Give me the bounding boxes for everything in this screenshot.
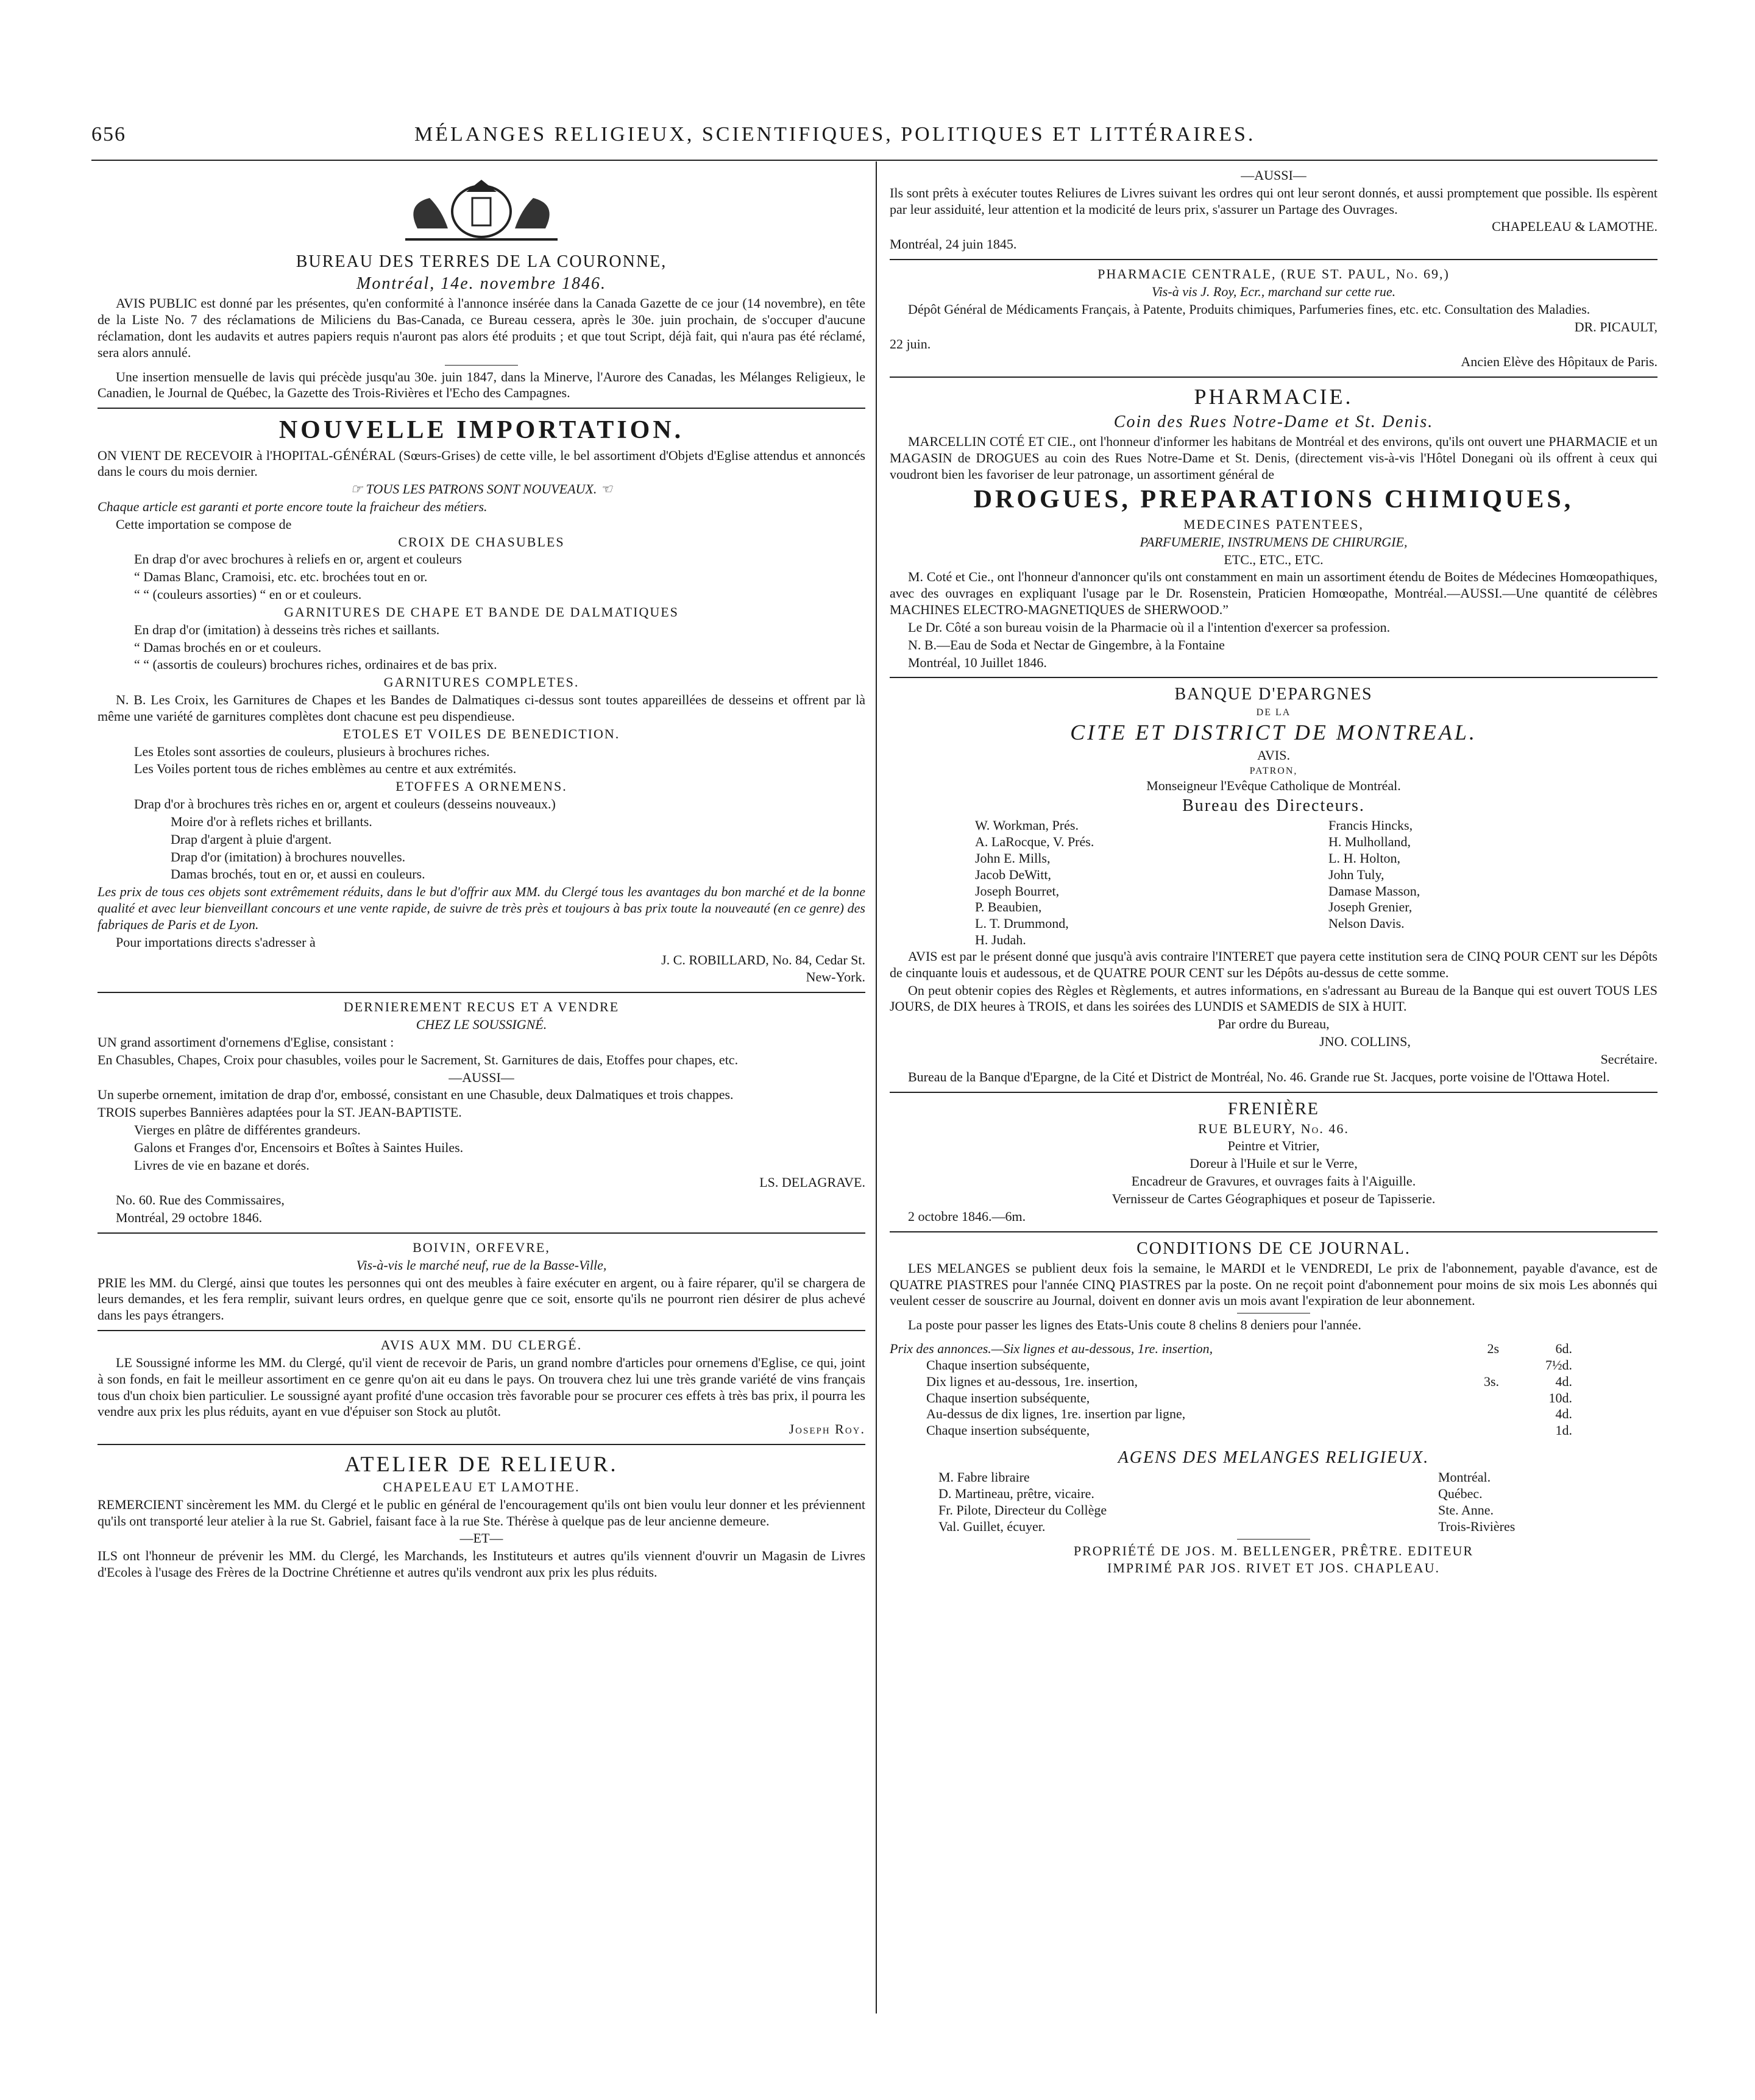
pharmacie-centrale-signature: DR. PICAULT,: [1574, 319, 1658, 334]
director: W. Workman, Prés.: [975, 818, 1079, 833]
divider: [445, 365, 518, 366]
import-prices: Les prix de tous ces objets sont extrêmement réduits, dans le but d'offrir aux MM. du Clergé tous les avantages du bon marché et de la bonne qualité et avec leur bienveillant concours et une vente rapide, de suivre de très près et toujours à bas prix toute la nouveauté (en ce genre) des fabriques de Paris et de Lyon.: [98, 884, 865, 932]
clerge-signature: Joseph Roy.: [789, 1421, 865, 1437]
freniere-line: Doreur à l'Huile et sur le Verre,: [1190, 1156, 1358, 1172]
pharmacie-p2: M. Coté et Cie., ont l'honneur d'annoncer qu'ils ont constamment en main un assortiment étendu de Boites de Médecines Homœopathiques, avec des ouvrages en expliquant l'usage par le Dr. Rosenstein, Praticien Homœopathe, Montréal.—AUSSI.—Une quantité de célèbres MACHINES ELECTRO-MAGNETIQUES de SHERWOOD.”: [890, 569, 1658, 618]
banque-patron: Monseigneur l'Evêque Catholique de Montréal.: [1146, 778, 1401, 794]
section-rule: [98, 1330, 865, 1331]
import-heading-croix: CROIX DE CHASUBLES: [398, 534, 565, 550]
banque-directors-title: Bureau des Directeurs.: [1182, 796, 1365, 816]
import-tagline: ☞ TOUS LES PATRONS SONT NOUVEAUX. ☜: [350, 481, 612, 497]
pharmacie-notice: [890, 384, 1658, 671]
director: [1328, 932, 1658, 949]
director: P. Beaubien,: [975, 899, 1042, 915]
recus-aussi: —AUSSI—: [448, 1069, 514, 1085]
agent-place: Montréal.: [1438, 1469, 1491, 1485]
import-heading-etoles: ETOLES ET VOILES DE BENEDICTION.: [342, 726, 620, 741]
boivin-notice: [98, 1240, 865, 1324]
fee-row: [890, 1341, 1658, 1357]
agent-name: D. Martineau, prêtre, vicaire.: [938, 1486, 1094, 1502]
section-rule: [890, 1231, 1658, 1232]
agent-row: [890, 1502, 1658, 1519]
director: Joseph Bourret,: [975, 883, 1060, 899]
agent-name: Val. Guillet, écuyer.: [938, 1518, 1046, 1534]
fee-shillings: 2s: [1487, 1341, 1499, 1357]
boivin-subtitle: Vis-à-vis le marché neuf, rue de la Basse-Ville,: [356, 1257, 607, 1273]
royal-crest-icon: [381, 174, 582, 247]
banque-patron-label: PATRON,: [1249, 765, 1298, 776]
agent-row: [890, 1469, 1658, 1486]
atelier-p2: ILS ont l'honneur de prévenir les MM. du Clergé, les Marchands, les Instituteurs et autres qu'ils viennent d'ouvrir un Magasin de Livres d'Ecoles à l'usage des Frères de la Doctrine Chrétienne et autres qu'ils vendront aux prix les plus réduits.: [98, 1548, 865, 1580]
divider: [1237, 1539, 1310, 1540]
agent-name: Fr. Pilote, Directeur du Collège: [938, 1502, 1107, 1518]
agent-row: [890, 1519, 1658, 1535]
import-orders: Pour importations directs s'adresser à: [116, 934, 316, 950]
recus-notice: [98, 999, 865, 1226]
pharmacie-centrale-role: Ancien Elève des Hôpitaux de Paris.: [1461, 354, 1658, 370]
pharmacie-intro: MARCELLIN COTÉ ET CIE., ont l'honneur d'informer les habitans de Montréal et des environs, qu'ils ont ouvert une PHARMACIE et un MAGASIN de DROGUES au coin des Rues Notre-Dame et St. Denis, (directement vis-à-vis l'Hôtel Donegani où ils offrent à ceux qui voudront bien les favoriser de leur patronage, un assortiment général de: [890, 434, 1658, 482]
banque-role: Secrétaire.: [1600, 1051, 1658, 1067]
import-line: “ “ (couleurs assorties) “ en or et couleurs.: [134, 587, 362, 603]
relieur-date: Montréal, 24 juin 1845.: [890, 236, 1017, 252]
pharmacie-centrale: [890, 266, 1658, 370]
fee-pence: 4d.: [1555, 1406, 1572, 1422]
director: John E. Mills,: [975, 850, 1051, 866]
import-line: Drap d'argent à pluie d'argent.: [171, 831, 332, 847]
import-line: “ Damas Blanc, Cramoisi, etc. etc. brochées tout en or.: [134, 569, 428, 585]
section-rule: [890, 677, 1658, 678]
fee-shillings: [1426, 1406, 1499, 1423]
clerge-body: LE Soussigné informe les MM. du Clergé, qu'il vient de recevoir de Paris, un grand nombre d'articles pour ornemens d'Eglise, ce qui, joint à son fonds, en fait le meilleur assortiment en ce genre qu'on ait eu dans le pays. On trouvera chez lui une très grande variété de vins français tous d'un choix bien particulier. Le soussigné ayant profité d'une occasion très favorable pour se procurer ces effets à très bas prix, il pourra les vendre aux prix les plus réduits, ayant en vue d'épuiser son Stock au plutôt.: [98, 1354, 865, 1419]
banque-title: BANQUE D'EPARGNES: [1174, 685, 1373, 704]
agent-place: Ste. Anne.: [1438, 1502, 1494, 1518]
fee-shillings: 3s.: [1483, 1373, 1499, 1389]
recus-address: No. 60. Rue des Commissaires,: [116, 1192, 285, 1208]
director: Joseph Grenier,: [1328, 899, 1413, 915]
director: A. LaRocque, V. Prés.: [975, 834, 1094, 850]
recus-signature: LS. DELAGRAVE.: [759, 1175, 865, 1190]
agent-place: Trois-Rivières: [1438, 1518, 1516, 1534]
pharmacie-subtitle: Coin des Rues Notre-Dame et St. Denis.: [1113, 412, 1434, 432]
banque-order: Par ordre du Bureau,: [1218, 1016, 1330, 1032]
import-line: En drap d'or avec brochures à reliefs en or, argent et couleurs: [134, 551, 462, 567]
import-line: “ “ (assortis de couleurs) brochures riches, ordinaires et de bas prix.: [134, 657, 497, 673]
director: H. Judah.: [975, 932, 1026, 948]
conditions-notice: [890, 1239, 1658, 1577]
fee-label: Prix des annonces.—Six lignes et au-dessous, 1re. insertion,: [890, 1341, 1213, 1357]
boivin-body: PRIE les MM. du Clergé, ainsi que toutes les personnes qui ont des meubles à faire exécuter en argent, ou à faire réparer, qu'il se chargera de leurs demandes, et les fera remplir, suivant leurs ordres, en quelque genre que ce soit, ensorte qu'ils ne pourront rien désirer de plus achevé dans les pays étrangers.: [98, 1274, 865, 1323]
recus-p2: En Chasubles, Chapes, Croix pour chasubles, voiles pour le Sacrement, St. Garnitures de dais, Etoffes pour chapes, etc.: [98, 1052, 739, 1067]
import-composed: Cette importation se compose de: [116, 516, 292, 532]
recus-p7: Livres de vie en bazane et dorés.: [134, 1157, 310, 1173]
import-line: Drap d'or (imitation) à brochures nouvelles.: [171, 849, 406, 864]
pharmacie-p4: N. B.—Eau de Soda et Nectar de Gingembre, à la Fontaine: [908, 637, 1225, 652]
section-rule: [98, 992, 865, 993]
running-title: MÉLANGES RELIGIEUX, SCIENTIFIQUES, POLITIQUES ET LITTÉRAIRES.: [414, 123, 1256, 146]
fee-row: [890, 1357, 1658, 1374]
import-heading-etoffes: ETOFFES A ORNEMENS.: [395, 779, 567, 794]
import-line: Drap d'or à brochures très riches en or, argent et couleurs (desseins nouveaux.): [134, 796, 556, 812]
import-guarantee: Chaque article est garanti et porte encore toute la fraicheur des métiers.: [98, 499, 488, 514]
import-line: Les Etoles sont assorties de couleurs, plusieurs à brochures riches.: [134, 743, 490, 759]
freniere-title: FRENIÈRE: [1228, 1099, 1319, 1119]
fee-row: [890, 1423, 1658, 1439]
atelier-p1: REMERCIENT sincèrement les MM. du Clergé et le public en général de l'encouragement qu'ils ont bien voulu leur donner et les préviennent qu'ils ont transporté leur atelier à la rue St. Gabriel, faisant face à la rue Ste. Thérèse à quelque pas de leur ancienne demeure.: [98, 1496, 865, 1529]
section-rule: [98, 1444, 865, 1445]
section-rule: [890, 1092, 1658, 1093]
import-city: New-York.: [806, 969, 865, 985]
pharmacie-parfumerie: PARFUMERIE, INSTRUMENS DE CHIRURGIE,: [1140, 534, 1408, 550]
section-rule: [98, 1232, 865, 1234]
fee-shillings: [1426, 1357, 1499, 1374]
director: John Tuly,: [1328, 866, 1384, 882]
recus-p4: TROIS superbes Bannières adaptées pour la ST. JEAN-BAPTISTE.: [98, 1105, 462, 1120]
clerge-title: AVIS AUX MM. DU CLERGÉ.: [380, 1337, 583, 1353]
atelier-et: —ET—: [459, 1530, 503, 1546]
import-line: En drap d'or (imitation) à desseins très riches et saillants.: [134, 621, 440, 637]
bureau-body: AVIS PUBLIC est donné par les présentes, qu'en conformité à l'annonce insérée dans la Canada Gazette de ce jour (14 novembre), en tête de la Liste No. 7 des réclamations de Miliciens du Bas-Canada, ce Bureau cessera, après le 30e. juin prochain, de s'occuper d'aucune réclamation, dont les audavits et autres papiers requis n'auront pas alors été produits ; et que tout Script, déjà fait, qui n'aura pas été réclamé, sera alors annulé.: [98, 295, 865, 360]
freniere-notice: [890, 1099, 1658, 1225]
page-header: [91, 122, 1658, 158]
freniere-date: 2 octobre 1846.—6m.: [908, 1208, 1026, 1224]
fee-pence: 10d.: [1548, 1390, 1572, 1405]
banque-p2: On peut obtenir copies des Règles et Règlements, et autres informations, en s'adressant au Bureau de la Banque qui est ouvert TOUS LES JOURS, de DIX heures à TROIS, et dans les soirées des LUNDIS et SAMEDIS de SIX à HUIT.: [890, 982, 1658, 1014]
fee-row: [890, 1390, 1658, 1407]
director: L. T. Drummond,: [975, 916, 1069, 932]
fee-row: [890, 1374, 1658, 1390]
pharmacie-medecines: MEDECINES PATENTEES,: [1183, 516, 1364, 532]
left-column: [98, 168, 865, 1586]
fee-label: Chaque insertion subséquente,: [926, 1423, 1090, 1438]
section-rule: [98, 408, 865, 409]
banque-signature: JNO. COLLINS,: [1319, 1034, 1411, 1050]
bureau-title: BUREAU DES TERRES DE LA COURONNE,: [296, 252, 667, 271]
atelier-notice: [98, 1451, 865, 1581]
recus-title: DERNIEREMENT RECUS ET A VENDRE: [343, 999, 620, 1015]
agent-name: M. Fabre libraire: [938, 1469, 1030, 1485]
column-divider: [876, 161, 877, 2013]
pharmacie-date: Montréal, 10 Juillet 1846.: [908, 654, 1047, 670]
conditions-p1: LES MELANGES se publient deux fois la semaine, le MARDI et le VENDREDI, Le prix de l'abonnement, payable d'avance, est de QUATRE PIASTRES pour l'année CINQ PIASTRES par la poste. On ne reçoit point d'abonnement pour moins de six mois Les abonnés qui veulent cesser de souscrire au Journal, doivent en donner avis un mois avant l'expiration de leur abonnement.: [890, 1260, 1658, 1309]
import-line: Moire d'or à reflets riches et brillants.: [171, 813, 372, 829]
pharmacie-centrale-body: Dépôt Général de Médicaments Français, à Patente, Produits chimiques, Parfumeries fines, etc. etc. Consultation des Maladies.: [908, 301, 1590, 317]
section-rule: [890, 377, 1658, 378]
import-line: “ Damas brochés en or et couleurs.: [134, 639, 322, 655]
recus-p5: Vierges en plâtre de différentes grandeurs.: [134, 1122, 361, 1137]
recus-date: Montréal, 29 octobre 1846.: [116, 1210, 263, 1226]
fee-label: Au-dessus de dix lignes, 1re. insertion par ligne,: [926, 1406, 1186, 1422]
director: Damase Masson,: [1328, 883, 1420, 899]
pharmacie-title: PHARMACIE.: [1194, 384, 1353, 409]
banque-notice: [890, 684, 1658, 1085]
pharmacie-centrale-title: PHARMACIE CENTRALE, (RUE ST. PAUL, No. 69,): [1097, 266, 1450, 282]
atelier-title: ATELIER DE RELIEUR.: [344, 1452, 619, 1477]
import-title: NOUVELLE IMPORTATION.: [278, 416, 684, 445]
fee-pence: 1d.: [1555, 1423, 1572, 1438]
publisher-line: PROPRIÉTÉ DE JOS. M. BELLENGER, PRÊTRE. EDITEUR: [1073, 1543, 1474, 1558]
recus-p1: UN grand assortiment d'ornemens d'Eglise, consistant :: [98, 1034, 394, 1050]
import-line: Les Voiles portent tous de riches emblèmes au centre et aux extrémités.: [134, 761, 517, 777]
recus-p3: Un superbe ornement, imitation de drap d'or, embossé, consistant en une Chasuble, deux Dalmatiques et trois chappes.: [98, 1087, 734, 1103]
fee-shillings: [1426, 1390, 1499, 1407]
director: H. Mulholland,: [1328, 834, 1411, 850]
banque-de-la: DE LA: [1256, 707, 1291, 718]
import-intro: ON VIENT DE RECEVOIR à l'HOPITAL-GÉNÉRAL (Sœurs-Grises) de cette ville, le bel assortiment d'Objets d'Eglise attendus et annoncés dans le cours du mois dernier.: [98, 447, 865, 479]
fee-row: [890, 1406, 1658, 1423]
banque-subtitle: CITE ET DISTRICT DE MONTREAL.: [1070, 720, 1477, 745]
clerge-notice: [98, 1337, 865, 1438]
agent-place: Québec.: [1438, 1486, 1483, 1502]
pharmacie-centrale-subtitle: Vis-à vis J. Roy, Ecr., marchand sur cette rue.: [1151, 283, 1396, 299]
fee-pence: 7½d.: [1545, 1357, 1572, 1373]
banque-p1: AVIS est par le présent donné que jusqu'à avis contraire l'INTERET que payera cette institution sera de CINQ POUR CENT sur les Dépôts de cinquante louis et audessous, et de QUATRE POUR CENT sur les Dépôts au-dessus de cette somme.: [890, 948, 1658, 980]
fee-label: Dix lignes et au-dessous, 1re. insertion,: [926, 1373, 1138, 1389]
import-heading-garnitures: GARNITURES DE CHAPE ET BANDE DE DALMATIQUES: [284, 604, 679, 620]
conditions-title: CONDITIONS DE CE JOURNAL.: [1136, 1239, 1411, 1258]
fee-label: Chaque insertion subséquente,: [926, 1357, 1090, 1373]
relieur-aussi: —AUSSI—: [1241, 168, 1306, 183]
import-line: Damas brochés, tout en or, et aussi en couleurs.: [171, 866, 425, 882]
import-nb: N. B. Les Croix, les Garnitures de Chapes et les Bandes de Dalmatiques ci-dessus sont toutes appareillées de desseins et offrent par là même une variété de garnitures complètes dont chacune est peu dispendieuse.: [98, 692, 865, 724]
relieur-continuation: [890, 168, 1658, 253]
import-notice: [98, 415, 865, 986]
right-column: [890, 168, 1658, 1582]
atelier-subtitle: CHAPELEAU ET LAMOTHE.: [383, 1479, 580, 1494]
director: Jacob DeWitt,: [975, 866, 1051, 882]
pharmacie-p3: Le Dr. Côté a son bureau voisin de la Pharmacie où il a l'intention d'exercer sa profession.: [908, 619, 1391, 635]
pharmacie-centrale-date: 22 juin.: [890, 336, 931, 352]
printer-line: IMPRIMÉ PAR JOS. RIVET ET JOS. CHAPLEAU.: [1107, 1560, 1440, 1576]
recus-p6: Galons et Franges d'or, Encensoirs et Boîtes à Saintes Huiles.: [134, 1139, 464, 1155]
header-rule: [91, 160, 1658, 161]
relieur-body: Ils sont prêts à exécuter toutes Reliures de Livres suivant les ordres qui ont leur seront donnés, et aussi promptement que possible. Ils espèrent par leur assiduité, leur attention et la modicité de leurs prix, s'assurer un Partage des Ouvrages.: [890, 185, 1658, 217]
fee-pence: 6d.: [1555, 1341, 1572, 1357]
import-heading-completes: GARNITURES COMPLETES.: [383, 674, 580, 690]
agents-title: AGENS DES MELANGES RELIGIEUX.: [1118, 1448, 1430, 1468]
bureau-dateline: Montréal, 14e. novembre 1846.: [356, 274, 606, 294]
boivin-title: BOIVIN, ORFEVRE,: [413, 1239, 550, 1255]
page-number: 656: [91, 123, 126, 146]
import-signature: J. C. ROBILLARD, No. 84, Cedar St.: [661, 952, 865, 967]
bureau-note: Une insertion mensuelle de lavis qui précède jusqu'au 30e. juin 1847, dans la Minerve, l'Aurore des Canadas, les Mélanges Religieux, le Canadien, le Journal de Québec, la Gazette des Trois-Rivières et l'Echo des Campagnes.: [98, 369, 865, 401]
director: L. H. Holton,: [1328, 850, 1400, 866]
pharmacie-drogues: DROGUES, PREPARATIONS CHIMIQUES,: [973, 485, 1574, 514]
freniere-line: Vernisseur de Cartes Géographiques et poseur de Tapisserie.: [1112, 1190, 1436, 1206]
freniere-line: Peintre et Vitrier,: [1227, 1138, 1320, 1154]
directors-list: [890, 818, 1658, 949]
agent-row: [890, 1486, 1658, 1502]
fee-label: Chaque insertion subséquente,: [926, 1390, 1090, 1405]
fee-pence: 4d.: [1555, 1373, 1572, 1389]
bureau-notice: [98, 174, 865, 401]
banque-avis: AVIS.: [1257, 747, 1290, 763]
pharmacie-etc: ETC., ETC., ETC.: [1224, 551, 1324, 567]
section-rule: [890, 259, 1658, 260]
director: Nelson Davis.: [1328, 916, 1405, 932]
freniere-line: Encadreur de Gravures, et ouvrages faits à l'Aiguille.: [1131, 1173, 1416, 1189]
director: Francis Hincks,: [1328, 818, 1413, 833]
fee-shillings: [1426, 1423, 1499, 1439]
conditions-postage: La poste pour passer les lignes des Etats-Unis coute 8 chelins 8 deniers pour l'année.: [908, 1317, 1361, 1333]
freniere-address: RUE BLEURY, No. 46.: [1198, 1120, 1349, 1136]
relieur-signature: CHAPELEAU & LAMOTHE.: [1492, 219, 1658, 235]
recus-subtitle: CHEZ LE SOUSSIGNÉ.: [416, 1017, 547, 1033]
banque-footer: Bureau de la Banque d'Epargne, de la Cité et District de Montréal, No. 46. Grande rue St. Jacques, porte voisine de l'Ottawa Hotel.: [908, 1069, 1610, 1084]
